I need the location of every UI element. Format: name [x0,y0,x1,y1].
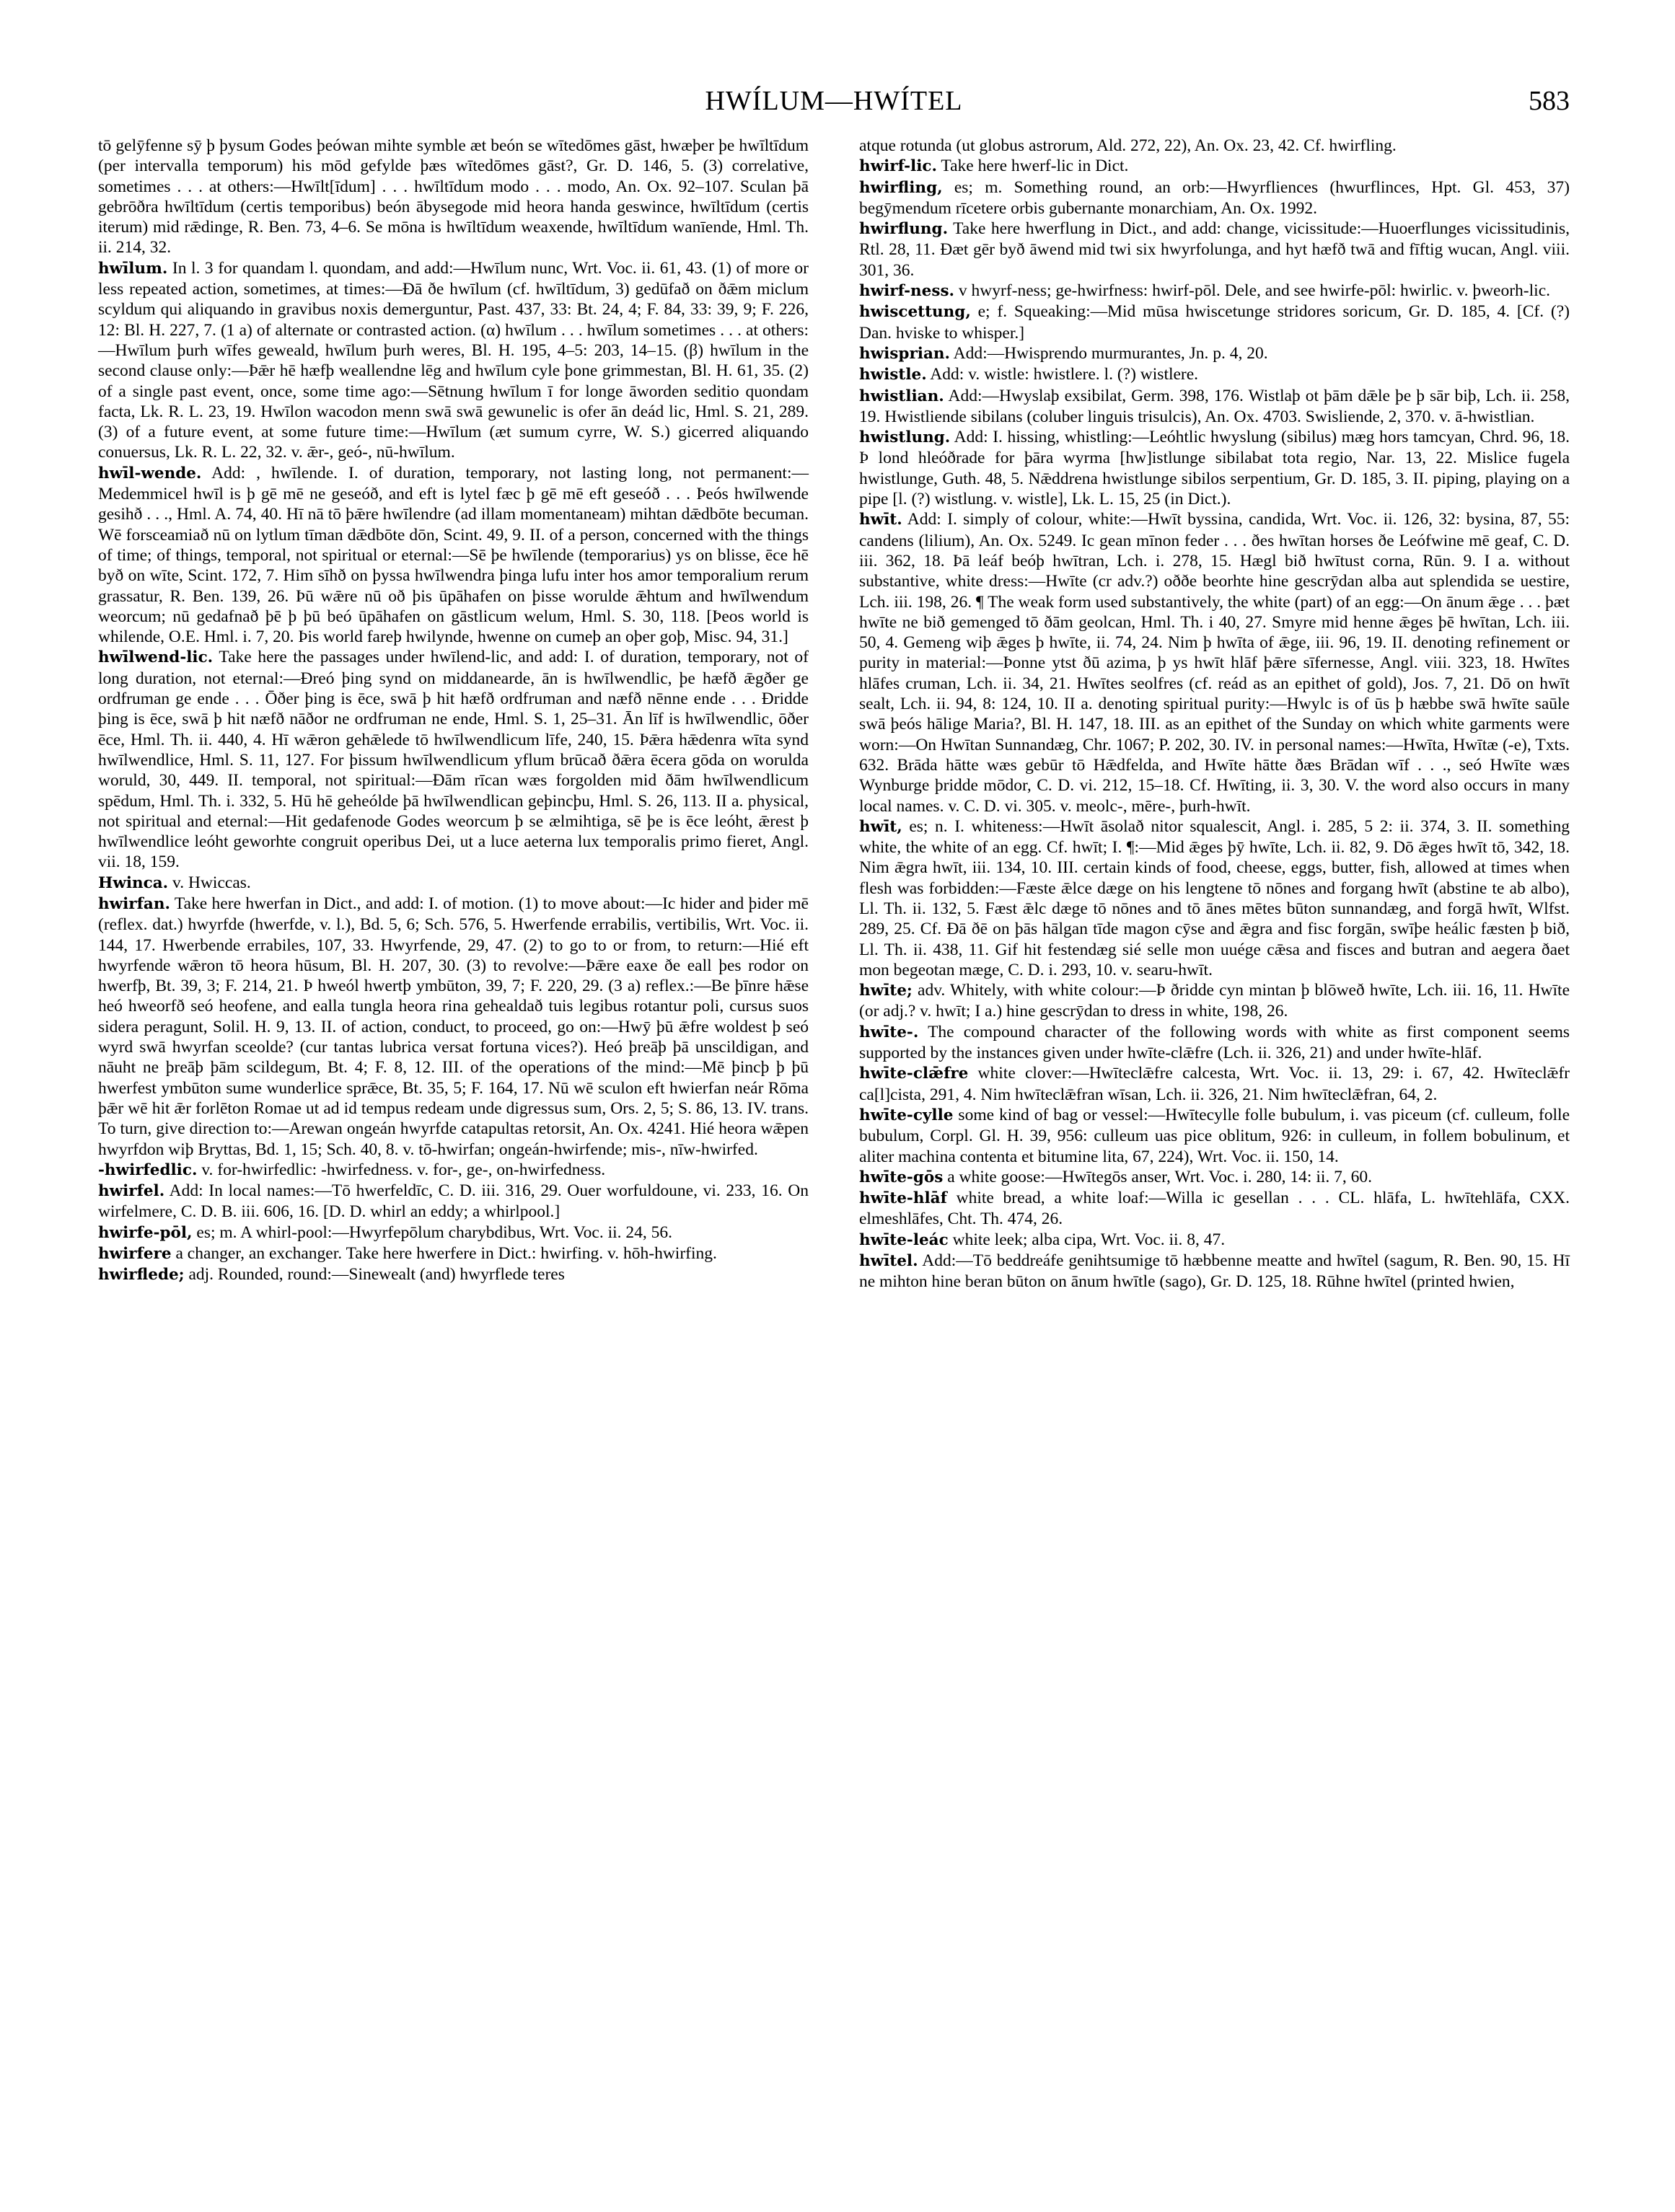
entry-headword: hwirf-ness. [859,282,955,301]
entry-headword: hwīte-. [859,1023,919,1041]
entry-text: adj. Rounded, round:—Sinewealt (and) hwyrflede teres [188,1265,565,1285]
dictionary-entry [859,1188,1570,1230]
left-column [98,136,809,1286]
entry-text: v hwyrf-ness; ge-hwirfness: hwirf-pōl. Dele, and see hwirfe-pōl: hwirlic. v. þweorh-lic. [958,281,1551,301]
entry-text: Take here hwerflung in Dict., and add: change, vicissitude:—Huoerflunges vicissitudinis, Rtl. 28, 11. Ðæt gēr byð āwend mid twi six hwyrfolunga, and hyt hæfð twā and fīftig wucan, Angl. viii. 301, 36. [859,219,1570,280]
entry-text: Take here hwerfan in Dict., and add: I. of motion. (1) to move about:—Ic hider and þider mē (reflex. dat.) hwyrfde (hwerfde, v. l.), Bd. 5, 6; Sch. 576, 5. Hwerfende errabilis, vertibilis, Wrt. Voc. ii. 144, 17. Hwerbende errabiles, 107, 33. Hwyrfende, 29, 47. (2) to go to or from, to return:—Hié eft hwyrfende wǣron tō heora hūsum, Bl. H. 207, 30. (3) to revolve:—Þǣre eaxe ðe eall þes rodor on hwerfþ, Bt. 39, 3; F. 214, 21. Þ hweól hwertþ ymbūton, 39, 7; F. 220, 29. (3 a) reflex.:—Be þīnre hǣse heó hweorfð seó heofene, and ealla tungla heora rina gehealdað tuis legibus rotantur poli, cursus suos sidera peragunt, Solil. H. 9, 13. II. of action, conduct, to proceed, go on:—Hwȳ þū ǣfre woldest þ seó wyrd swā hwyrfan sceolde? (cur tantas lubrica versat fortuna vices?). Heó þreāþ þā unscildigan, and nāuht ne þreāþ þām scildegum, Bt. 4; F. 8, 12. III. of the operations of the mind:—Mē þincþ þ þū hwerfest ymbūton sume wunderlice sprǣce, Bt. 35, 5; F. 164, 17. Nū wē sculon eft hwierfan neár Rōma þǣr wē hit ǣr forlēton Romae ut ad id tempus redeam unde digressus sum, Ors. 2, 5; S. 86, 13. IV. trans. To turn, give direction to:—Arewan ongeán hwyrfde catapultas retorsit, An. Ox. 4241. Hié heora wǣpen hwyrfdon wiþ Bryttas, Bd. 1, 15; Sch. 40, 8. v. tō-hwirfan; ongeán-hwirfende; mis-, nīw-hwirfed. [98,894,809,1159]
entry-headword: -hwirfedlic. [98,1160,198,1179]
entry-headword: hwīt, [859,817,902,836]
entry-text: Add:—Hwisprendo murmurantes, Jn. p. 4, 20. [953,343,1268,363]
entry-headword: hwīt. [859,511,902,529]
dictionary-entry [98,463,809,648]
entry-headword: hwirfe-pōl, [98,1223,193,1242]
entry-text: Add: v. wistle: hwistlere. l. (?) wistlere. [930,365,1199,384]
dictionary-entry [98,1181,809,1222]
entry-text: Add:—Hwyslaþ exsibilat, Germ. 398, 176. Wistlaþ ot þām dǣle þe þ sār biþ, Lch. ii. 258, 19. Hwistliende sibilans (coluber linguis trisulcis), An. Ox. 4703. Swisliende, 2, 370. v. ā-hwistlian. [859,386,1570,426]
dictionary-entry [859,1251,1570,1292]
entry-text: Add: I. hissing, whistling:—Leóhtlic hwyslung (sibilus) mæg hors tamcyan, Chrd. 96, 18. Þ lond hleóðrade for þāra wyrma [hw]istlunge sibilabat tota regio, Nar. 13, 22. Mislice fugela hwistlunge, Guth. 48, 5. Nǣddrena hwistlunge sibilos serpentium, Gr. D. 185, 3. II. piping, playing on a pipe [l. (?) wistlung. v. wistle], Lk. L. 15, 25 (in Dict.). [859,428,1570,509]
entry-text: Take here the passages under hwīlend-lic, and add: I. of duration, temporary, not of long duration, not eternal:—Ðreó þing synd on middanearde, ān is hwīlwendlic, þe hæfð ǣgðer ge ordfruman ge ende . . . Ōðer þing is ēce, swā þ hit hæfð ordfruman and næfð nēnne ende . . . Ðridde þing is ēce, swā þ hit næfð nāðor ne ordfruman ne ende, Hml. S. 1, 25–31. Ān līf is hwīlwendlic, ōðer ēce, Hml. Th. ii. 440, 4. Hī wǣron gehǣlede tō hwīlwendlicum līfe, 240, 15. Þǣra hǣdenra wīta synd hwīlwendlice, Hml. S. 11, 127. For þissum hwīlwendlicum yflum brūcað ðǣra ēcera gōda on worulda woruld, 30, 449. II. temporal, not spiritual:—Ðām rīcan wæs forgolden mid ðām hwīlwendlicum spēdum, Hml. Th. i. 332, 5. Hū hē geheólde þā hwīlwendlican geþincþu, Hml. S. 26, 113. II a. physical, not spiritual and eternal:—Hit gedafenode Godes weorcum þ se ælmihtiga, sē þe is ēce leóht, ǣrest þ hwīlwendlice leóht geworhte congruit operibus Dei, ut a luce aeterna lux temporalis primo fieret, Angl. vii. 18, 159. [98,648,809,872]
dictionary-entry [859,156,1570,177]
entry-headword: hwistlung. [859,428,951,447]
dictionary-entry [859,177,1570,219]
page-number: 583 [1529,86,1570,116]
dictionary-entry [859,386,1570,428]
entry-text: Add: , hwīlende. I. of duration, temporary, not lasting long, not permanent:—Medemmicel hwīl is þ gē mē ne geseóð, and eft is lytel fæc þ gē mē eft geseóð . . . Þeós hwīlwende gesihð . . ., Hml. A. 74, 40. Hī nā tō þǣre hwīlendre (ad illam momentaneam) mihtan dǣdbōte becuman. Wē forsceamiað nū on lytlum tīman dǣdbōte dōn, Scint. 49, 9. II. of a person, concerned with the things of time; of things, temporal, not spiritual or eternal:—Sē þe hwīlende (temporarius) ys on blisse, ēce hē byð on wīte, Scint. 172, 7. Him sīhð on þyssa hwīlwendra þinga lufu inter hos amor temporalium rerum grassatur, R. Ben. 139, 26. Þū wǣre nū oð þis ūpāhafen on þisse worulde ǣhtum and hwīlwendum weorcum; nū gedafnað þē þ þū beó ūpāhafen on gāstlicum welum, Hml. S. 30, 118. [Þeos world is whilende, O.E. Hml. i. 7, 20. Þis world fareþ hwilynde, hwenne on cumeþ an oþer goþ, Misc. 94, 31.] [98,463,809,647]
entry-text: a changer, an exchanger. Take here hwerfere in Dict.: hwirfing. v. hōh-hwirfing. [175,1244,717,1264]
entry-headword: hwirflede; [98,1266,185,1285]
dictionary-entry [859,219,1570,281]
dictionary-entry [98,1222,809,1243]
entry-headword: hwīte-clǣfre [859,1065,969,1083]
dictionary-entry [859,1063,1570,1105]
entry-text: Add:—Tō beddreáfe genihtsumige tō hæbbenne meatte and hwītel (sagum, R. Ben. 90, 15. Hī ne mihton hine beran būton on ānum hwītle (sago), Gr. D. 125, 18. Rūhne hwītel (printed hwien, [859,1251,1570,1292]
entry-headword: hwirfere [98,1245,172,1264]
dictionary-entry [859,1230,1570,1251]
entry-text: v. for-hwirfedlic: -hwirfedness. v. for-, ge-, on-hwirfedness. [201,1160,606,1179]
dictionary-entry [859,1022,1570,1064]
dictionary-entry [859,343,1570,364]
entry-text: white clover:—Hwīteclǣfre calcesta, Wrt. Voc. ii. 13, 29: i. 67, 42. Hwīteclǣfr ca[l]cista, 291, 4. Nim hwīteclǣfran wīsan, Lch. ii. 326, 21. Nim hwīteclǣfran, 64, 2. [859,1064,1570,1104]
dictionary-entry [859,301,1570,343]
dictionary-entry [859,1105,1570,1167]
entry-text: es; m. Something round, an orb:—Hwyrfliences (hwurflinces, Hpt. Gl. 453, 37) begȳmendum rīcetere orbis gubernante monarchiam, An. Ox. 1992. [859,177,1570,218]
entry-headword: hwirfel. [98,1182,165,1201]
entry-text: a white goose:—Hwītegōs anser, Wrt. Voc. i. 280, 14: ii. 7, 60. [947,1167,1373,1186]
entry-headword: hwīte-gōs [859,1168,944,1186]
entry-text: Add: In local names:—Tō hwerfeldīc, C. D. iii. 316, 29. Ouer worfuldoune, vi. 233, 16. On wirfelmere, C. D. B. iii. 606, 16. [D. D. whirl an eddy; a whirlpool.] [98,1181,809,1222]
entry-text: adv. Whitely, with white colour:—Þ ðridde cyn mintan þ blōweð hwīte, Lch. iii. 16, 11. Hwīte (or adj.? v. hwīt; I a.) hine gescrȳdan to dress in white, 198, 26. [859,981,1570,1021]
entry-text: white bread, a white loaf:—Willa ic gesellan . . . CL. hlāfa, L. hwītehlāfa, CXX. elmeshlāfes, Cht. Th. 474, 26. [859,1189,1570,1229]
running-head: HWÍLUM—HWÍTEL [705,86,963,116]
page-header [98,85,1570,128]
dictionary-entry [859,136,1570,156]
dictionary-entry [859,1167,1570,1188]
entry-text: In l. 3 for quandam l. quondam, and add:—Hwīlum nunc, Wrt. Voc. ii. 61, 43. (1) of more or less repeated action, sometimes, at times:—Ðā ðe hwīlum (cf. hwīltīdum, 3) gedūfað on ðǣm miclum scyldum qui aliquando in gravibus noxis demerguntur, Past. 437, 33: Bt. 24, 4; F. 84, 33: 39, 9; F. 226, 12: Bl. H. 227, 7. (1 a) of alternate or contrasted action. (α) hwīlum . . . hwīlum sometimes . . . at others:—Hwīlum þurh wīfes geweald, hwīlum þurh weres, Bl. H. 195, 4–5: 203, 14–15. (β) hwīlum in the second clause only:—Þǣr hē hæfþ weallendne lēg and hwīlum cyle þone grimmestan, Bl. H. 61, 35. (2) of a single past event, once, some time ago:—Sētnung hwīlum ī for longe āworden seditio quondam facta, Lk. R. L. 23, 19. Hwīlon wacodon menn swā swā gewunelic is ofer ān deád lic, Hml. S. 21, 289. (3) of a future event, at some future time:—Hwīlum (æt sumum cyrre, W. S.) gicerred aliquando conuersus, Lk. R. L. 22, 32. v. ǣr-, geó-, nū-hwīlum. [98,258,809,462]
entry-headword: hwīl-wende. [98,464,202,483]
entry-headword: hwīlwend-lic. [98,648,214,667]
dictionary-entry [98,1264,809,1285]
entry-headword: hwirflung. [859,220,949,239]
entry-text: atque rotunda (ut globus astrorum, Ald. 272, 22), An. Ox. 23, 42. Cf. hwirfling. [859,136,1397,155]
entry-headword: hwistle. [859,366,927,384]
dictionary-entry [98,258,809,463]
entry-headword: hwistlian. [859,387,944,405]
entry-text: tō gelȳfenne sȳ þ þysum Godes þeówan mihte symble æt beón se wītedōmes gāst, hwæþer þe hwīltīdum (per intervalla temporum) his mōd gefylde þæs wītedōmes gāst?, Gr. D. 146, 5. (3) correlative, sometimes . . . at others:—Hwīlt[īdum] . . . hwīltīdum modo . . . modo, An. Ox. 92–107. Sculan þā gebrōðra hwīltīdum (certis temporibus) beón ābysegode mid heora handa geswince, hwīltīdum (certis iterum) mid rǣdinge, R. Ben. 73, 4–6. Se mōna is hwīltīdum weaxende, hwīltīdum wanīende, Hml. Th. ii. 214, 32. [98,136,809,257]
entry-text: e; f. Squeaking:—Mid mūsa hwiscetunge stridores soricum, Gr. D. 185, 4. [Cf. (?) Dan. hviske to whisper.] [859,302,1570,343]
dictionary-entry [859,509,1570,816]
entry-text: white leek; alba cipa, Wrt. Voc. ii. 8, 47. [952,1230,1226,1249]
dictionary-entry [859,281,1570,301]
entry-headword: hwirfan. [98,894,170,913]
entry-headword: hwiscettung, [859,303,971,322]
entry-headword: hwirfling, [859,178,943,197]
dictionary-entry [98,873,809,894]
entry-headword: hwīte-cylle [859,1106,954,1124]
entry-text: Take here hwerf-lic in Dict. [941,157,1129,176]
dictionary-entry [859,427,1570,509]
entry-headword: hwīte; [859,982,913,1000]
entry-headword: hwītel. [859,1252,918,1271]
dictionary-entry [98,136,809,258]
dictionary-entry [98,1160,809,1181]
entry-headword: hwīte-leác [859,1230,949,1249]
right-column [859,136,1570,1292]
dictionary-entry [98,1243,809,1264]
entry-headword: hwirf-lic. [859,157,937,176]
entry-text: Add: I. simply of colour, white:—Hwīt byssina, candida, Wrt. Voc. ii. 126, 32: bysina, 87, 55: candens (lilium), An. Ox. 5249. Ic gean mīnon feder . . . ðes hwītan horses ðe Leófwine mē geaf, C. D. iii. 362, 18. Þā leáf beóþ hwītran, Lch. i. 278, 15. Hægl bið hwītust corna, Rūn. 9. I a. without substantive, white dress:—Hwīte (cr adv.?) oððe beorhte hine gescrȳdan alba aut splendida se uestire, Lch. iii. 198, 26. ¶ The weak form used substantively, the white (part) of an egg:—On ānum ǣge . . . þæt hwīte ne bið gemenged tō ðām geolcan, Hml. Th. i 40, 27. Smyre mid henne ǣges þē hwītan, Lch. iii. 50, 4. Gemeng wiþ ǣges þ hwīte, ii. 74, 24. Nim þ hwīta of ǣge, iii. 96, 19. II. denoting refinement or purity in material:—Þonne ytst ðū azima, þ ys hwīt hlāf þǣre sīfernesse, Angl. viii. 323, 18. Hwītes hlāfes cruman, Lch. ii. 34, 21. Hwītes seolfres (cf. reád as an epithet of gold), Jos. 7, 21. Dō on hwīt sealt, Lch. ii. 94, 8: 124, 10. II a. denoting spiritual purity:—Hwylc is of ūs þ hæbbe swā hwīte saūle swā þeós hālige Maria?, Bl. H. 147, 18. III. as an epithet of the Sunday on which white garments were worn:—On Hwītan Sunnandæg, Chr. 1067; P. 202, 30. IV. in personal names:—Hwīta, Hwītæ (-e), Txts. 632. Brāda hātte wæs gebūr tō Hǣdfelda, and Hwīte hātte ðæs Brādan wīf . . ., seó Hwīte wæs Wynburge þridde mōdor, C. D. vi. 212, 15–18. Cf. Hwīting, ii. 3, 30. V. the word also occurs in many local names. v. C. D. vi. 305. v. meolc-, mēre-, þurh-hwīt. [859,510,1570,816]
entry-text: es; n. I. whiteness:—Hwīt āsolað nitor squalescit, Angl. i. 285, 5 2: ii. 374, 3. II. something white, the white of an egg. Cf. hwīt; I. ¶:—Mid ǣges þȳ hwīte, Lch. ii. 82, 9. Dō ǣges hwīt tō, 342, 18. Nim ǣgra hwīt, iii. 134, 10. III. certain kinds of food, cheese, eggs, butter, fish, allowed at times when flesh was forbidden:—Fæste ǣlce dæge on his lengtene tō nōnes and forgang hwīt (abstine te ab albo), Ll. Th. ii. 132, 5. Fæst ǣlc dæge tō nōnes and tō ānes mētes būton sunnandæg, and forgā hwīt, Wlfst. 289, 25. Cf. Ðā ðē on þās hālgan tīde magon cȳse and ǣgra and fisc forgān, swīþe heálic fæsten þ bið, Ll. Th. ii. 438, 11. Gif hit festendæg sié selle mon uuége cǣsa and fisces and butran and aegera ðaet mon begeotan mæge, C. D. i. 293, 10. v. searu-hwīt. [859,816,1570,979]
dictionary-entry [859,980,1570,1022]
entry-headword: hwīte-hlāf [859,1189,947,1208]
dictionary-entry [859,364,1570,385]
entry-headword: hwisprian. [859,344,950,363]
entry-text: es; m. A whirl-pool:—Hwyrfepōlum charybdibus, Wrt. Voc. ii. 24, 56. [196,1222,673,1242]
dictionary-entry [98,894,809,1160]
entry-text: v. Hwiccas. [172,873,251,892]
entry-headword: Hwinca. [98,873,169,892]
dictionary-entry [859,816,1570,980]
dictionary-entry [98,647,809,872]
entry-text: some kind of bag or vessel:—Hwītecylle folle bubulum, i. vas piceum (cf. culleum, folle bubulum, Corpl. Gl. H. 39, 956: culleum uas pice oblitum, 926: in culleum, in follem bobulinum, et aliter machina contenta et bitumine lita, 67, 224), Wrt. Voc. ii. 150, 14. [859,1105,1570,1166]
entry-text: The compound character of the following words with white as first component seems supported by the instances given under hwīte-clǣfre (Lch. ii. 326, 21) and under hwīte-hlāf. [859,1022,1570,1063]
entry-headword: hwīlum. [98,259,168,278]
